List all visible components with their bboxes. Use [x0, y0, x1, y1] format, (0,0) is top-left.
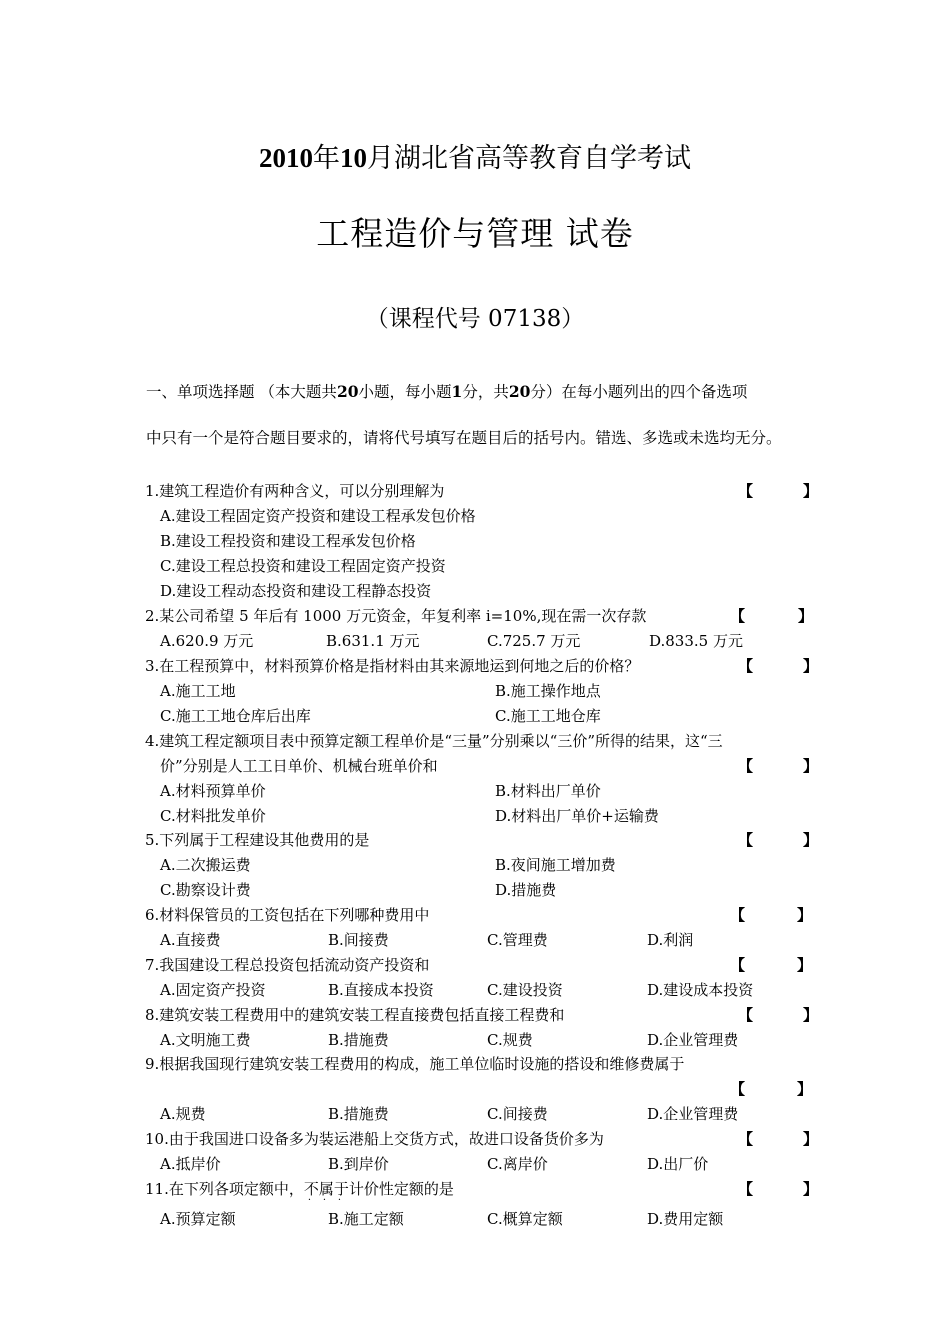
question-2-stem: 2.某公司希望 5 年后有 1000 万元资金，年复利率 i=10%,现在需一次存款: [145, 607, 647, 625]
answer-bracket-open: 【: [730, 1080, 746, 1098]
emphasis-dot: ·: [307, 1195, 312, 1206]
question-3-option-d: C.施工工地仓库: [495, 707, 601, 725]
answer-bracket-open: 【: [738, 657, 754, 675]
question-7-option-a: A.固定资产投资: [160, 981, 266, 999]
question-11-option-c: C.概算定额: [487, 1210, 563, 1228]
emphasis-dot: ·: [337, 1195, 342, 1206]
question-10-option-c: C.离岸价: [487, 1155, 548, 1173]
answer-bracket-close: 】: [803, 1180, 819, 1198]
question-5-stem: 5.下列属于工程建设其他费用的是: [145, 831, 370, 849]
question-2-option-c: C.725.7 万元: [487, 632, 581, 650]
question-3-stem: 3.在工程预算中，材料预算价格是指材料由其来源地运到何地之后的价格？: [145, 657, 640, 675]
answer-bracket-open: 【: [738, 1006, 754, 1024]
question-5-option-a: A.二次搬运费: [160, 856, 251, 874]
question-6-option-d: D.利润: [647, 931, 694, 949]
answer-bracket-close: 】: [797, 1080, 813, 1098]
course-code: （课程代号 07138）: [365, 306, 585, 332]
question-5-option-b: B.夜间施工增加费: [495, 856, 616, 874]
question-10-option-d: D.出厂价: [647, 1155, 709, 1173]
emphasis-not: 不属于 · · ·: [303, 1180, 349, 1206]
answer-bracket-open: 【: [730, 607, 746, 625]
subject-title: 工程造价与管理 试卷: [316, 214, 634, 253]
question-11-option-b: B.施工定额: [328, 1210, 404, 1228]
question-10-stem: 10.由于我国进口设备多为装运港船上交货方式，故进口设备货价多为: [145, 1130, 604, 1148]
question-2-option-a: A.620.9 万元: [160, 632, 254, 650]
question-9-option-c: C.间接费: [487, 1105, 548, 1123]
question-5-option-c: C.勘察设计费: [160, 881, 251, 899]
question-6-stem: 6.材料保管员的工资包括在下列哪种费用中: [145, 906, 430, 924]
answer-bracket-close: 】: [803, 1130, 819, 1148]
question-1-stem: 1.建筑工程造价有两种含义，可以分别理解为: [145, 482, 445, 500]
question-9-option-d: D.企业管理费: [647, 1105, 739, 1123]
answer-bracket-open: 【: [738, 1130, 754, 1148]
question-2-option-d: D.833.5 万元: [649, 632, 743, 650]
question-10-option-b: B.到岸价: [328, 1155, 389, 1173]
answer-bracket-open: 【: [738, 757, 754, 775]
question-8-option-d: D.企业管理费: [647, 1031, 739, 1049]
section-instructions-line1: 一、单项选择题 （本大题共20小题，每小题1分，共20分）在每小题列出的四个备选项: [146, 382, 748, 401]
answer-bracket-close: 】: [803, 657, 819, 675]
answer-bracket-close: 】: [797, 906, 813, 924]
answer-bracket-close: 】: [803, 757, 819, 775]
answer-bracket-close: 】: [803, 482, 819, 500]
emphasis-dot: ·: [322, 1195, 327, 1206]
answer-bracket-open: 【: [730, 956, 746, 974]
question-11-option-a: A.预算定额: [160, 1210, 236, 1228]
question-1-option-b: B.建设工程投资和建设工程承发包价格: [160, 532, 416, 550]
question-1-option-d: D.建设工程动态投资和建设工程静态投资: [160, 582, 432, 600]
question-4-stem-continued: 价”分别是人工工日单价、机械台班单价和: [160, 757, 438, 775]
section-instructions-line2: 中只有一个是符合题目要求的，请将代号填写在题目后的括号内。错选、多选或未选均无分。: [146, 429, 782, 447]
question-6-option-a: A.直接费: [160, 931, 221, 949]
answer-bracket-open: 【: [738, 482, 754, 500]
answer-bracket-close: 】: [803, 1006, 819, 1024]
question-5-option-d: D.措施费: [495, 881, 557, 899]
question-4-option-d: D.材料出厂单价+运输费: [495, 807, 659, 825]
exam-title: 2010年10月湖北省高等教育自学考试: [259, 143, 691, 174]
question-8-option-c: C.规费: [487, 1031, 533, 1049]
question-3-option-c: C.施工工地仓库后出库: [160, 707, 311, 725]
question-8-stem: 8.建筑安装工程费用中的建筑安装工程直接费包括直接工程费和: [145, 1006, 565, 1024]
question-10-option-a: A.抵岸价: [160, 1155, 221, 1173]
question-11-stem: 11.在下列各项定额中，不属于 · · · 计价性定额的是: [145, 1180, 454, 1206]
question-6-option-c: C.管理费: [487, 931, 548, 949]
question-9-option-b: B.措施费: [328, 1105, 389, 1123]
answer-bracket-open: 【: [738, 831, 754, 849]
question-4-option-c: C.材料批发单价: [160, 807, 266, 825]
question-1-option-a: A.建设工程固定资产投资和建设工程承发包价格: [160, 507, 476, 525]
question-3-option-b: B.施工操作地点: [495, 682, 601, 700]
question-3-option-a: A.施工工地: [160, 682, 236, 700]
question-2-option-b: B.631.1 万元: [326, 632, 420, 650]
question-7-option-d: D.建设成本投资: [647, 981, 754, 999]
question-9-stem: 9.根据我国现行建筑安装工程费用的构成，施工单位临时设施的搭设和维修费属于: [145, 1055, 685, 1073]
question-4-option-a: A.材料预算单价: [160, 782, 266, 800]
question-9-option-a: A.规费: [160, 1105, 206, 1123]
question-7-stem: 7.我国建设工程总投资包括流动资产投资和: [145, 956, 430, 974]
answer-bracket-open: 【: [738, 1180, 754, 1198]
question-7-option-b: B.直接成本投资: [328, 981, 434, 999]
answer-bracket-open: 【: [730, 906, 746, 924]
answer-bracket-close: 】: [803, 831, 819, 849]
question-11-option-d: D.费用定额: [647, 1210, 724, 1228]
answer-bracket-close: 】: [797, 956, 813, 974]
answer-bracket-close: 】: [798, 607, 814, 625]
question-6-option-b: B.间接费: [328, 931, 389, 949]
question-8-option-a: A.文明施工费: [160, 1031, 251, 1049]
question-8-option-b: B.措施费: [328, 1031, 389, 1049]
question-4-stem: 4.建筑工程定额项目表中预算定额工程单价是“三量”分别乘以“三价”所得的结果，这“三: [145, 732, 723, 750]
question-1-option-c: C.建设工程总投资和建设工程固定资产投资: [160, 557, 446, 575]
question-4-option-b: B.材料出厂单价: [495, 782, 601, 800]
question-7-option-c: C.建设投资: [487, 981, 563, 999]
